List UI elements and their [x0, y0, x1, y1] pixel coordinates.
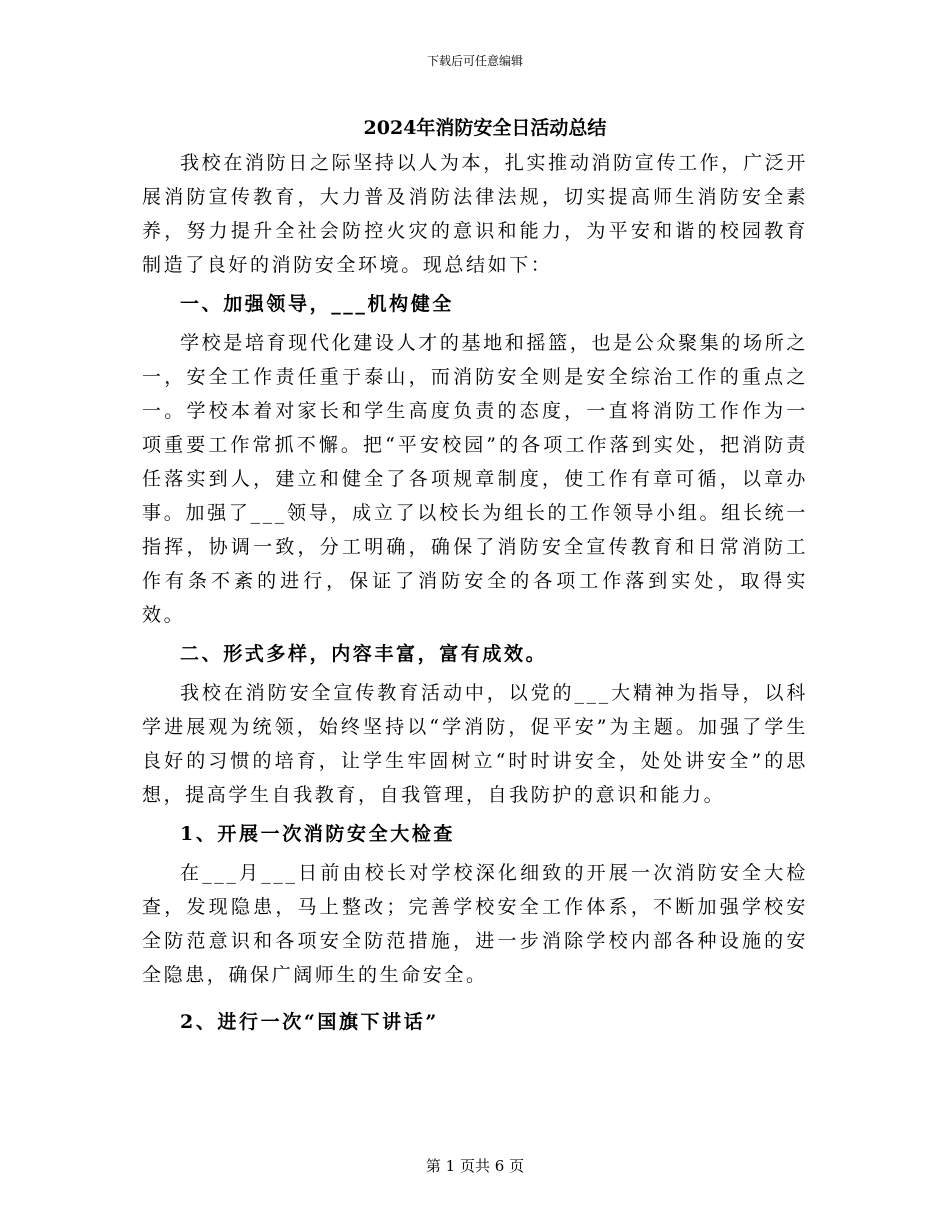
document-body: [142, 110, 808, 1044]
section-1-paragraph: 学校是培育现代化建设人才的基地和摇篮，也是公众聚集的场所之一，安全工作责任重于泰山，而消防安全则是安全综治工作的重点之一。学校本着对家长和学生高度负责的态度，一直将消防工作作为一项重要工作常抓不懈。把“平安校园”的各项工作落到实处，把消防责任落实到人，建立和健全了各项规章制度，使工作有章可循，以章办事。加强了___领导，成立了以校长为组长的工作领导小组。组长统一指挥，协调一致，分工明确，确保了消防安全宣传教育和日常消防工作有条不紊的进行，保证了消防安全的各项工作落到实处，取得实效。: [142, 332, 808, 626]
section-2-paragraph: 我校在消防安全宣传教育活动中，以党的___大精神为指导，以科学进展观为统领，始终坚持以“学消防，促平安”为主题。加强了学生良好的习惯的培育，让学生牢固树立“时时讲安全，处处讲安全”的思想，提高学生自我教育，自我管理，自我防护的意识和能力。: [142, 682, 808, 806]
intro-paragraph: 我校在消防日之际坚持以人为本，扎实推动消防宣传工作，广泛开展消防宣传教育，大力普及消防法律法规，切实提高师生消防安全素养，努力提升全社会防控火灾的意识和能力，为平安和谐的校园教育制造了良好的消防安全环境。现总结如下：: [142, 152, 808, 276]
section-heading-1: 一、加强领导，___机构健全: [180, 293, 454, 315]
page-header-note: 下载后可任意编辑: [426, 54, 523, 68]
subsection-heading-1: 1、开展一次消防安全大检查: [180, 823, 456, 845]
section-heading-2: 二、形式多样，内容丰富，富有成效。: [180, 643, 548, 665]
page-number: 第 1 页共 6 页: [425, 1157, 525, 1175]
subsection-heading-2: 2、进行一次“国旗下讲话”: [180, 1011, 439, 1033]
subsection-1-paragraph: 在___月___日前由校长对学校深化细致的开展一次消防安全大检查，发现隐患，马上整改；完善学校安全工作体系，不断加强学校安全防范意识和各项安全防范措施，进一步消除学校内部各种设施的安全隐患，确保广阔师生的生命安全。: [142, 862, 808, 986]
document-title: 2024年消防安全日活动总结: [363, 117, 607, 139]
